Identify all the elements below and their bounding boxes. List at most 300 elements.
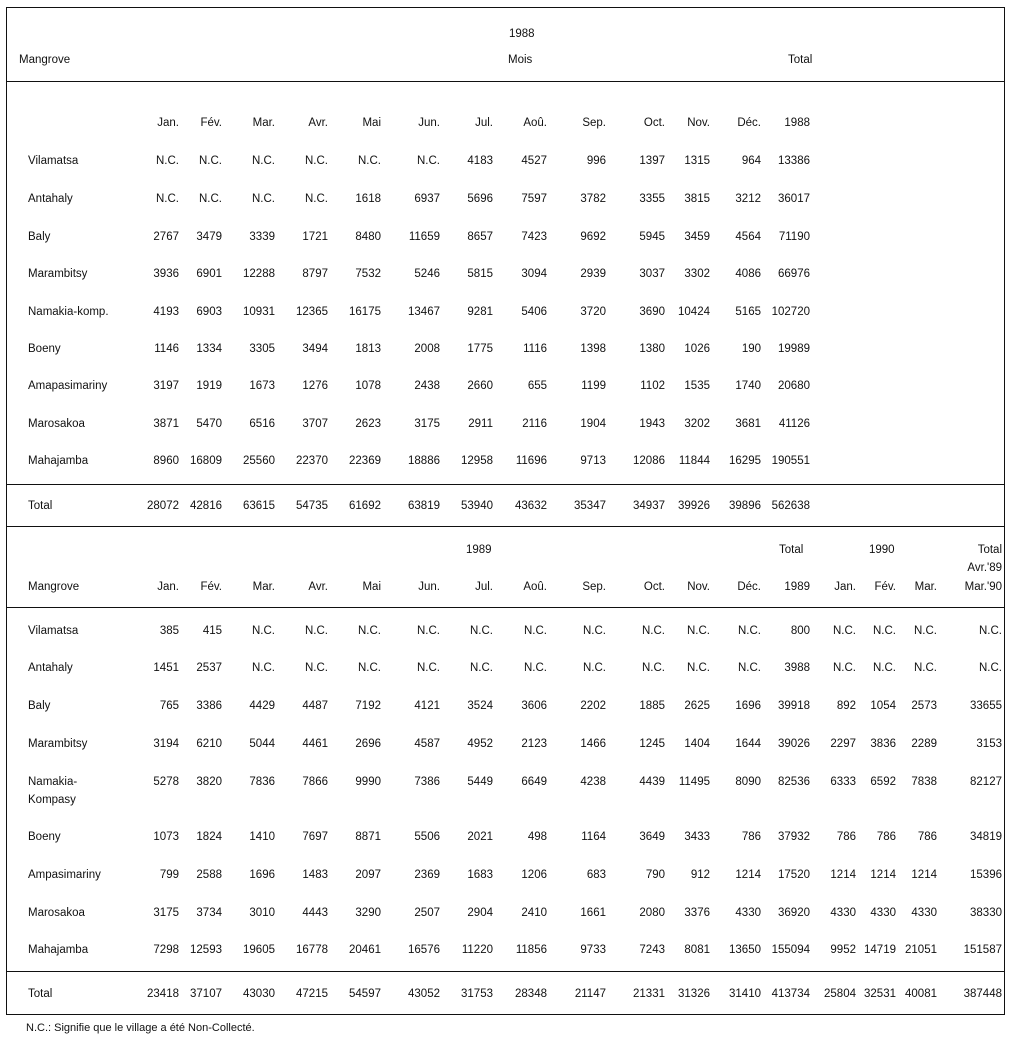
section1-table-cell: 22369	[349, 455, 381, 467]
section2-table-cell: 1885	[639, 700, 665, 712]
section2-column-header: Jun.	[418, 581, 440, 593]
section2-table-cell: N.C.	[305, 662, 328, 674]
section1-total-cell: 35347	[574, 500, 606, 512]
section1-table-cell: 2911	[468, 418, 493, 430]
section2-table-cell: 4443	[302, 907, 328, 919]
section2-total-cell: 28348	[515, 988, 547, 1000]
section1-total-rule	[6, 484, 1005, 485]
section2-table-cell: N.C.	[914, 662, 937, 674]
section2-table-cell: 4330	[870, 907, 896, 919]
section1-table-cell: 2116	[522, 418, 547, 430]
section2-table-cell: 2123	[521, 738, 547, 750]
section2-column-header: Fév.	[874, 581, 896, 593]
section1-column-header: Mar.	[252, 117, 275, 129]
section2-table-cell: 5449	[467, 776, 493, 788]
section2-table-cell: N.C.	[687, 662, 710, 674]
section1-table-cell: N.C.	[358, 155, 381, 167]
section1-table-cell: 7423	[521, 231, 547, 243]
section1-row-label: Mahajamba	[28, 455, 89, 467]
section1-table-cell: 3720	[580, 306, 606, 318]
section2-table-cell: 4238	[580, 776, 606, 788]
section2-table-cell: N.C.	[583, 625, 606, 637]
section1-row-label: Vilamatsa	[28, 155, 79, 167]
section1-table-cell: 3305	[249, 343, 275, 355]
section1-table-cell: 3302	[684, 268, 710, 280]
section2-table-cell: 8090	[735, 776, 761, 788]
section1-table-cell: 7532	[355, 268, 381, 280]
footnote: N.C.: Signifie que le village a été Non-Collecté.	[26, 1022, 255, 1034]
section1-table-cell: 3459	[684, 231, 710, 243]
section1-table-cell: 6901	[196, 268, 222, 280]
section1-table-cell: 1398	[580, 343, 606, 355]
section1-table-cell: 12958	[461, 455, 493, 467]
section2-total-cell: 32531	[864, 988, 896, 1000]
section1-table-cell: 3197	[153, 380, 179, 392]
section2-row-label: Antahaly	[28, 662, 73, 674]
section1-table-cell: 2767	[153, 231, 179, 243]
section2-table-cell: 4330	[911, 907, 937, 919]
section1-table-cell: 1673	[249, 380, 275, 392]
section1-row-label: Marambitsy	[28, 268, 88, 280]
section2-table-cell: 1644	[735, 738, 761, 750]
section2-year-header: 1989	[466, 544, 492, 556]
section1-table-cell: 5406	[521, 306, 547, 318]
section2-column-header: Jul.	[475, 581, 493, 593]
section1-table-cell: 71190	[778, 231, 810, 243]
section2-table-cell: 7836	[249, 776, 275, 788]
section2-table-cell: 1451	[153, 662, 179, 674]
section2-table-cell: N.C.	[914, 625, 937, 637]
section1-total-header: Total	[788, 54, 813, 66]
section2-total-cell: 31326	[678, 988, 710, 1000]
section1-table-cell: 3212	[735, 193, 761, 205]
section1-table-cell: 16295	[729, 455, 761, 467]
section1-table-cell: 8480	[355, 231, 381, 243]
section2-table-cell: 21051	[905, 944, 937, 956]
section2-total-cell: 40081	[905, 988, 937, 1000]
section2-table-cell: 1466	[580, 738, 606, 750]
section2-table-cell: 786	[836, 831, 856, 843]
section2-table-cell: 1054	[870, 700, 896, 712]
section2-table-cell: 5044	[249, 738, 275, 750]
section2-total-cell: 47215	[296, 988, 328, 1000]
section2-total-avr-header-1: Total	[977, 544, 1002, 556]
section2-row-label: Vilamatsa	[28, 625, 79, 637]
section1-table-cell: 1397	[639, 155, 665, 167]
section1-table-cell: 2660	[467, 380, 493, 392]
section2-table-cell: 7243	[639, 944, 665, 956]
section2-table-cell: N.C.	[979, 625, 1002, 637]
section2-table-cell: 19605	[243, 944, 275, 956]
section2-column-header: Déc.	[737, 581, 761, 593]
section2-table-cell: 385	[159, 625, 179, 637]
section2-table-cell: 1410	[249, 831, 275, 843]
section2-total-label: Total	[28, 988, 53, 1000]
section2-total-cell: 54597	[349, 988, 381, 1000]
section2-table-cell: N.C.	[470, 625, 493, 637]
section1-table-cell: 16809	[190, 455, 222, 467]
section2-table-cell: 7386	[414, 776, 440, 788]
section1-table-cell: 3094	[521, 268, 547, 280]
section2-header-rule	[6, 607, 1005, 608]
section2-table-cell: N.C.	[642, 662, 665, 674]
section2-table-cell: 33655	[970, 700, 1002, 712]
section1-table-cell: 1775	[467, 343, 493, 355]
section1-column-header: Mai	[362, 117, 381, 129]
section2-table-cell: 4487	[302, 700, 328, 712]
section1-table-cell: 10424	[678, 306, 710, 318]
section1-table-cell: 12086	[633, 455, 665, 467]
section1-total-cell: 562638	[771, 500, 810, 512]
section1-year-header: 1988	[509, 28, 535, 40]
section2-column-header: Avr.	[308, 581, 328, 593]
section1-table-cell: 2939	[580, 268, 606, 280]
section2-table-cell: N.C.	[738, 662, 761, 674]
section1-table-cell: 5696	[467, 193, 493, 205]
section2-row-label: Mahajamba	[28, 944, 89, 956]
section2-table-cell: 2202	[580, 700, 606, 712]
section1-table-cell: 11659	[408, 231, 440, 243]
section2-table-cell: N.C.	[583, 662, 606, 674]
section1-table-cell: 964	[741, 155, 761, 167]
section2-table-cell: 1245	[639, 738, 665, 750]
section1-total-cell: 61692	[349, 500, 381, 512]
section2-table-cell: 2097	[355, 869, 381, 881]
section2-table-cell: 800	[790, 625, 810, 637]
section2-total-cell: 387448	[963, 988, 1002, 1000]
section1-column-header: Oct.	[643, 117, 665, 129]
section2-table-cell: 9990	[355, 776, 381, 788]
section1-total-cell: 53940	[461, 500, 493, 512]
section2-table-cell: 2080	[639, 907, 665, 919]
section2-table-cell: 7192	[355, 700, 381, 712]
section2-table-cell: 155094	[771, 944, 810, 956]
section1-table-cell: 1026	[684, 343, 710, 355]
section2-table-cell: 1073	[153, 831, 179, 843]
section2-table-cell: 2537	[196, 662, 222, 674]
section2-table-cell: 39026	[778, 738, 810, 750]
section2-table-cell: 1214	[735, 869, 761, 881]
section2-table-cell: N.C.	[873, 662, 896, 674]
section2-table-cell: 415	[202, 625, 222, 637]
section2-total-cell: 31753	[461, 988, 493, 1000]
section1-row-label: Antahaly	[28, 193, 73, 205]
section1-table-cell: 4564	[735, 231, 761, 243]
section2-table-cell: N.C.	[252, 662, 275, 674]
section1-table-cell: 3339	[249, 231, 275, 243]
section2-table-cell: 3433	[684, 831, 710, 843]
section1-table-cell: 36017	[778, 193, 810, 205]
section1-table-cell: 4527	[521, 155, 547, 167]
section2-table-cell: 3734	[196, 907, 222, 919]
section1-table-cell: 19989	[778, 343, 810, 355]
section2-row-label: Namakia-	[28, 776, 78, 788]
section1-table-cell: 1078	[355, 380, 381, 392]
section1-table-cell: 3681	[735, 418, 761, 430]
section2-total-avr-header-2: Avr.'89	[967, 562, 1002, 574]
section2-table-cell: 4952	[467, 738, 493, 750]
section1-column-header: Sep.	[582, 117, 606, 129]
section2-table-cell: 4587	[414, 738, 440, 750]
section1-row-label: Boeny	[28, 343, 61, 355]
section1-table-cell: 3202	[684, 418, 710, 430]
section2-table-cell: 3836	[870, 738, 896, 750]
section2-table-cell: 39918	[778, 700, 810, 712]
section1-table-cell: 3782	[580, 193, 606, 205]
section1-table-cell: 3355	[639, 193, 665, 205]
section2-column-header: Aoû.	[523, 581, 547, 593]
section1-total-label: Total	[28, 500, 53, 512]
section1-total-cell: 39896	[729, 500, 761, 512]
section1-table-cell: 190551	[771, 455, 810, 467]
section2-column-header: Nov.	[687, 581, 710, 593]
section2-table-cell: 4330	[735, 907, 761, 919]
section2-table-cell: 151587	[963, 944, 1002, 956]
section2-table-cell: 7838	[911, 776, 937, 788]
section1-header-rule	[6, 81, 1005, 82]
section1-table-cell: 3936	[153, 268, 179, 280]
section2-total-cell: 21147	[574, 988, 606, 1000]
section1-table-cell: 5815	[467, 268, 493, 280]
section1-column-header: 1988	[784, 117, 810, 129]
section2-table-cell: 6649	[521, 776, 547, 788]
section2-table-cell: N.C.	[642, 625, 665, 637]
section2-table-cell: 892	[836, 700, 856, 712]
section2-table-cell: 6210	[196, 738, 222, 750]
section2-table-cell: 1214	[911, 869, 937, 881]
section1-total-cell: 63615	[243, 500, 275, 512]
section1-mangrove-header: Mangrove	[19, 54, 71, 66]
section2-table-cell: 3175	[153, 907, 179, 919]
section2-table-cell: N.C.	[833, 662, 856, 674]
section1-table-cell: 1116	[523, 343, 547, 355]
section1-column-header: Jun.	[418, 117, 440, 129]
section2-year1990-header: 1990	[869, 544, 895, 556]
section2-table-cell: N.C.	[417, 662, 440, 674]
section1-table-cell: 13467	[408, 306, 440, 318]
section2-table-cell: 3010	[249, 907, 275, 919]
section1-table-cell: 5246	[414, 268, 440, 280]
section2-table-cell: 2297	[830, 738, 856, 750]
section2-table-cell: 7697	[302, 831, 328, 843]
section2-table-cell: 2625	[684, 700, 710, 712]
section2-table-cell: 786	[741, 831, 761, 843]
section1-table-cell: 655	[527, 380, 547, 392]
section1-table-cell: N.C.	[417, 155, 440, 167]
section1-table-cell: 66976	[778, 268, 810, 280]
section2-row-label: Ampasimariny	[28, 869, 101, 881]
section2-table-cell: 1164	[581, 831, 606, 843]
section1-column-header: Avr.	[308, 117, 328, 129]
section1-table-cell: 3479	[196, 231, 222, 243]
section2-table-cell: 1214	[830, 869, 856, 881]
section2-total-cell: 37107	[190, 988, 222, 1000]
section1-table-cell: 3494	[302, 343, 328, 355]
section2-table-cell: 3606	[521, 700, 547, 712]
section1-table-cell: 25560	[243, 455, 275, 467]
section2-table-cell: 37932	[778, 831, 810, 843]
section1-table-cell: 190	[741, 343, 761, 355]
section2-table-cell: 765	[159, 700, 179, 712]
section2-total-rule	[6, 971, 1005, 972]
section2-table-cell: 16778	[296, 944, 328, 956]
section1-table-cell: 1380	[639, 343, 665, 355]
section1-table-cell: 3871	[153, 418, 179, 430]
section1-row-label: Namakia-komp.	[28, 306, 109, 318]
section1-table-cell: 12288	[243, 268, 275, 280]
section2-mangrove-header: Mangrove	[28, 581, 80, 593]
section2-table-cell: 799	[159, 869, 179, 881]
section2-table-cell: 20461	[349, 944, 381, 956]
section1-table-cell: 9692	[580, 231, 606, 243]
section1-table-cell: 4183	[467, 155, 493, 167]
section1-table-cell: 22370	[296, 455, 328, 467]
section2-table-cell: 38330	[970, 907, 1002, 919]
section1-table-cell: 3037	[639, 268, 665, 280]
section2-column-header: Fév.	[200, 581, 222, 593]
section2-table-cell: 4330	[830, 907, 856, 919]
section2-table-cell: 7298	[153, 944, 179, 956]
section2-table-cell: 2289	[911, 738, 937, 750]
section-divider	[6, 526, 1005, 527]
section2-table-cell: 6333	[830, 776, 856, 788]
section2-column-header: Sep.	[582, 581, 606, 593]
section2-table-cell: 4429	[249, 700, 275, 712]
section1-table-cell: 12365	[296, 306, 328, 318]
section2-row-label: Boeny	[28, 831, 61, 843]
section1-table-cell: 2008	[414, 343, 440, 355]
section1-table-cell: 16175	[349, 306, 381, 318]
section2-column-header: Mar.	[252, 581, 275, 593]
section2-table-cell: 8081	[684, 944, 710, 956]
section1-row-label: Marosakoa	[28, 418, 85, 430]
section1-table-cell: 6516	[249, 418, 275, 430]
section2-column-header: 1989	[784, 581, 810, 593]
section1-table-cell: 8960	[153, 455, 179, 467]
section2-table-cell: 683	[586, 869, 606, 881]
section2-table-cell: N.C.	[305, 625, 328, 637]
section2-table-cell: N.C.	[358, 662, 381, 674]
section1-total-cell: 54735	[296, 500, 328, 512]
section1-month-header: Mois	[508, 54, 533, 66]
section1-table-cell: 7597	[521, 193, 547, 205]
section2-total-cell: 25804	[824, 988, 856, 1000]
section2-column-header: Mai	[362, 581, 381, 593]
section1-total-cell: 43632	[515, 500, 547, 512]
section2-table-cell: N.C.	[979, 662, 1002, 674]
section2-table-cell: 3649	[639, 831, 665, 843]
section1-column-header: Jul.	[475, 117, 493, 129]
section1-column-header: Jan.	[157, 117, 179, 129]
section2-row-label: Marosakoa	[28, 907, 85, 919]
section2-table-cell: 13650	[729, 944, 761, 956]
section2-table-cell: N.C.	[252, 625, 275, 637]
section2-table-cell: 786	[876, 831, 896, 843]
section2-total-cell: 31410	[729, 988, 761, 1000]
section2-table-cell: 1404	[684, 738, 710, 750]
section2-column-header: Mar.	[914, 581, 937, 593]
section2-table-cell: 2369	[414, 869, 440, 881]
section2-column-header: Jan.	[157, 581, 179, 593]
section1-column-header: Aoû.	[523, 117, 547, 129]
section1-table-cell: N.C.	[156, 193, 179, 205]
section1-table-cell: 18886	[408, 455, 440, 467]
section2-table-cell: 4439	[639, 776, 665, 788]
section2-table-cell: 2573	[911, 700, 937, 712]
section1-table-cell: 4193	[153, 306, 179, 318]
section2-table-cell: 12593	[190, 944, 222, 956]
section1-table-cell: 2623	[355, 418, 381, 430]
section1-table-cell: 102720	[771, 306, 810, 318]
section2-table-cell: 82536	[778, 776, 810, 788]
section1-total-cell: 63819	[408, 500, 440, 512]
section2-total-cell: 23418	[147, 988, 179, 1000]
section2-total-cell: 43052	[408, 988, 440, 1000]
section2-table-cell: 17520	[778, 869, 810, 881]
section2-table-cell: 3988	[784, 662, 810, 674]
section2-table-cell: N.C.	[873, 625, 896, 637]
section2-total-avr-header-3: Mar.'90	[964, 581, 1002, 593]
section1-table-cell: 20680	[778, 380, 810, 392]
section1-column-header: Fév.	[200, 117, 222, 129]
section1-total-cell: 42816	[190, 500, 222, 512]
section1-table-cell: 1618	[355, 193, 381, 205]
section2-total-cell: 43030	[243, 988, 275, 1000]
section1-table-cell: 10931	[243, 306, 275, 318]
section1-table-cell: N.C.	[252, 193, 275, 205]
section2-table-cell: 3376	[684, 907, 710, 919]
section2-table-cell: N.C.	[417, 625, 440, 637]
section2-table-cell: 36920	[778, 907, 810, 919]
section1-table-cell: 1535	[684, 380, 710, 392]
section2-table-cell: 2588	[196, 869, 222, 881]
section1-column-header: Déc.	[737, 117, 761, 129]
section1-table-cell: 1146	[154, 343, 179, 355]
section2-row-label: Marambitsy	[28, 738, 88, 750]
section1-table-cell: 1813	[355, 343, 381, 355]
section1-table-cell: 8797	[302, 268, 328, 280]
section2-table-cell: 1661	[580, 907, 606, 919]
section1-table-cell: 1721	[302, 231, 328, 243]
section1-table-cell: 1276	[302, 380, 328, 392]
section1-table-cell: 3707	[302, 418, 328, 430]
section2-table-cell: 4121	[414, 700, 440, 712]
section2-table-cell: 5506	[414, 831, 440, 843]
section1-table-cell: 3690	[639, 306, 665, 318]
section1-table-cell: 9713	[580, 455, 606, 467]
section2-table-cell: N.C.	[833, 625, 856, 637]
section2-table-cell: 11495	[678, 776, 710, 788]
section1-table-cell: 4086	[735, 268, 761, 280]
section2-row-label: Baly	[28, 700, 51, 712]
section2-table-cell: 7866	[302, 776, 328, 788]
section2-table-cell: 16576	[408, 944, 440, 956]
section1-table-cell: 1199	[581, 380, 606, 392]
section2-table-cell: 1214	[870, 869, 896, 881]
section2-table-cell: N.C.	[358, 625, 381, 637]
section2-table-cell: 2904	[467, 907, 493, 919]
section2-table-cell: 1683	[467, 869, 493, 881]
section2-total-cell: 413734	[771, 988, 810, 1000]
section1-table-cell: 3815	[684, 193, 710, 205]
section1-table-cell: 1740	[735, 380, 761, 392]
section1-table-cell: 5945	[639, 231, 665, 243]
section2-table-cell: 786	[917, 831, 937, 843]
section1-table-cell: N.C.	[305, 155, 328, 167]
section2-table-cell: N.C.	[687, 625, 710, 637]
section1-total-cell: 34937	[633, 500, 665, 512]
section2-column-header: Oct.	[643, 581, 665, 593]
